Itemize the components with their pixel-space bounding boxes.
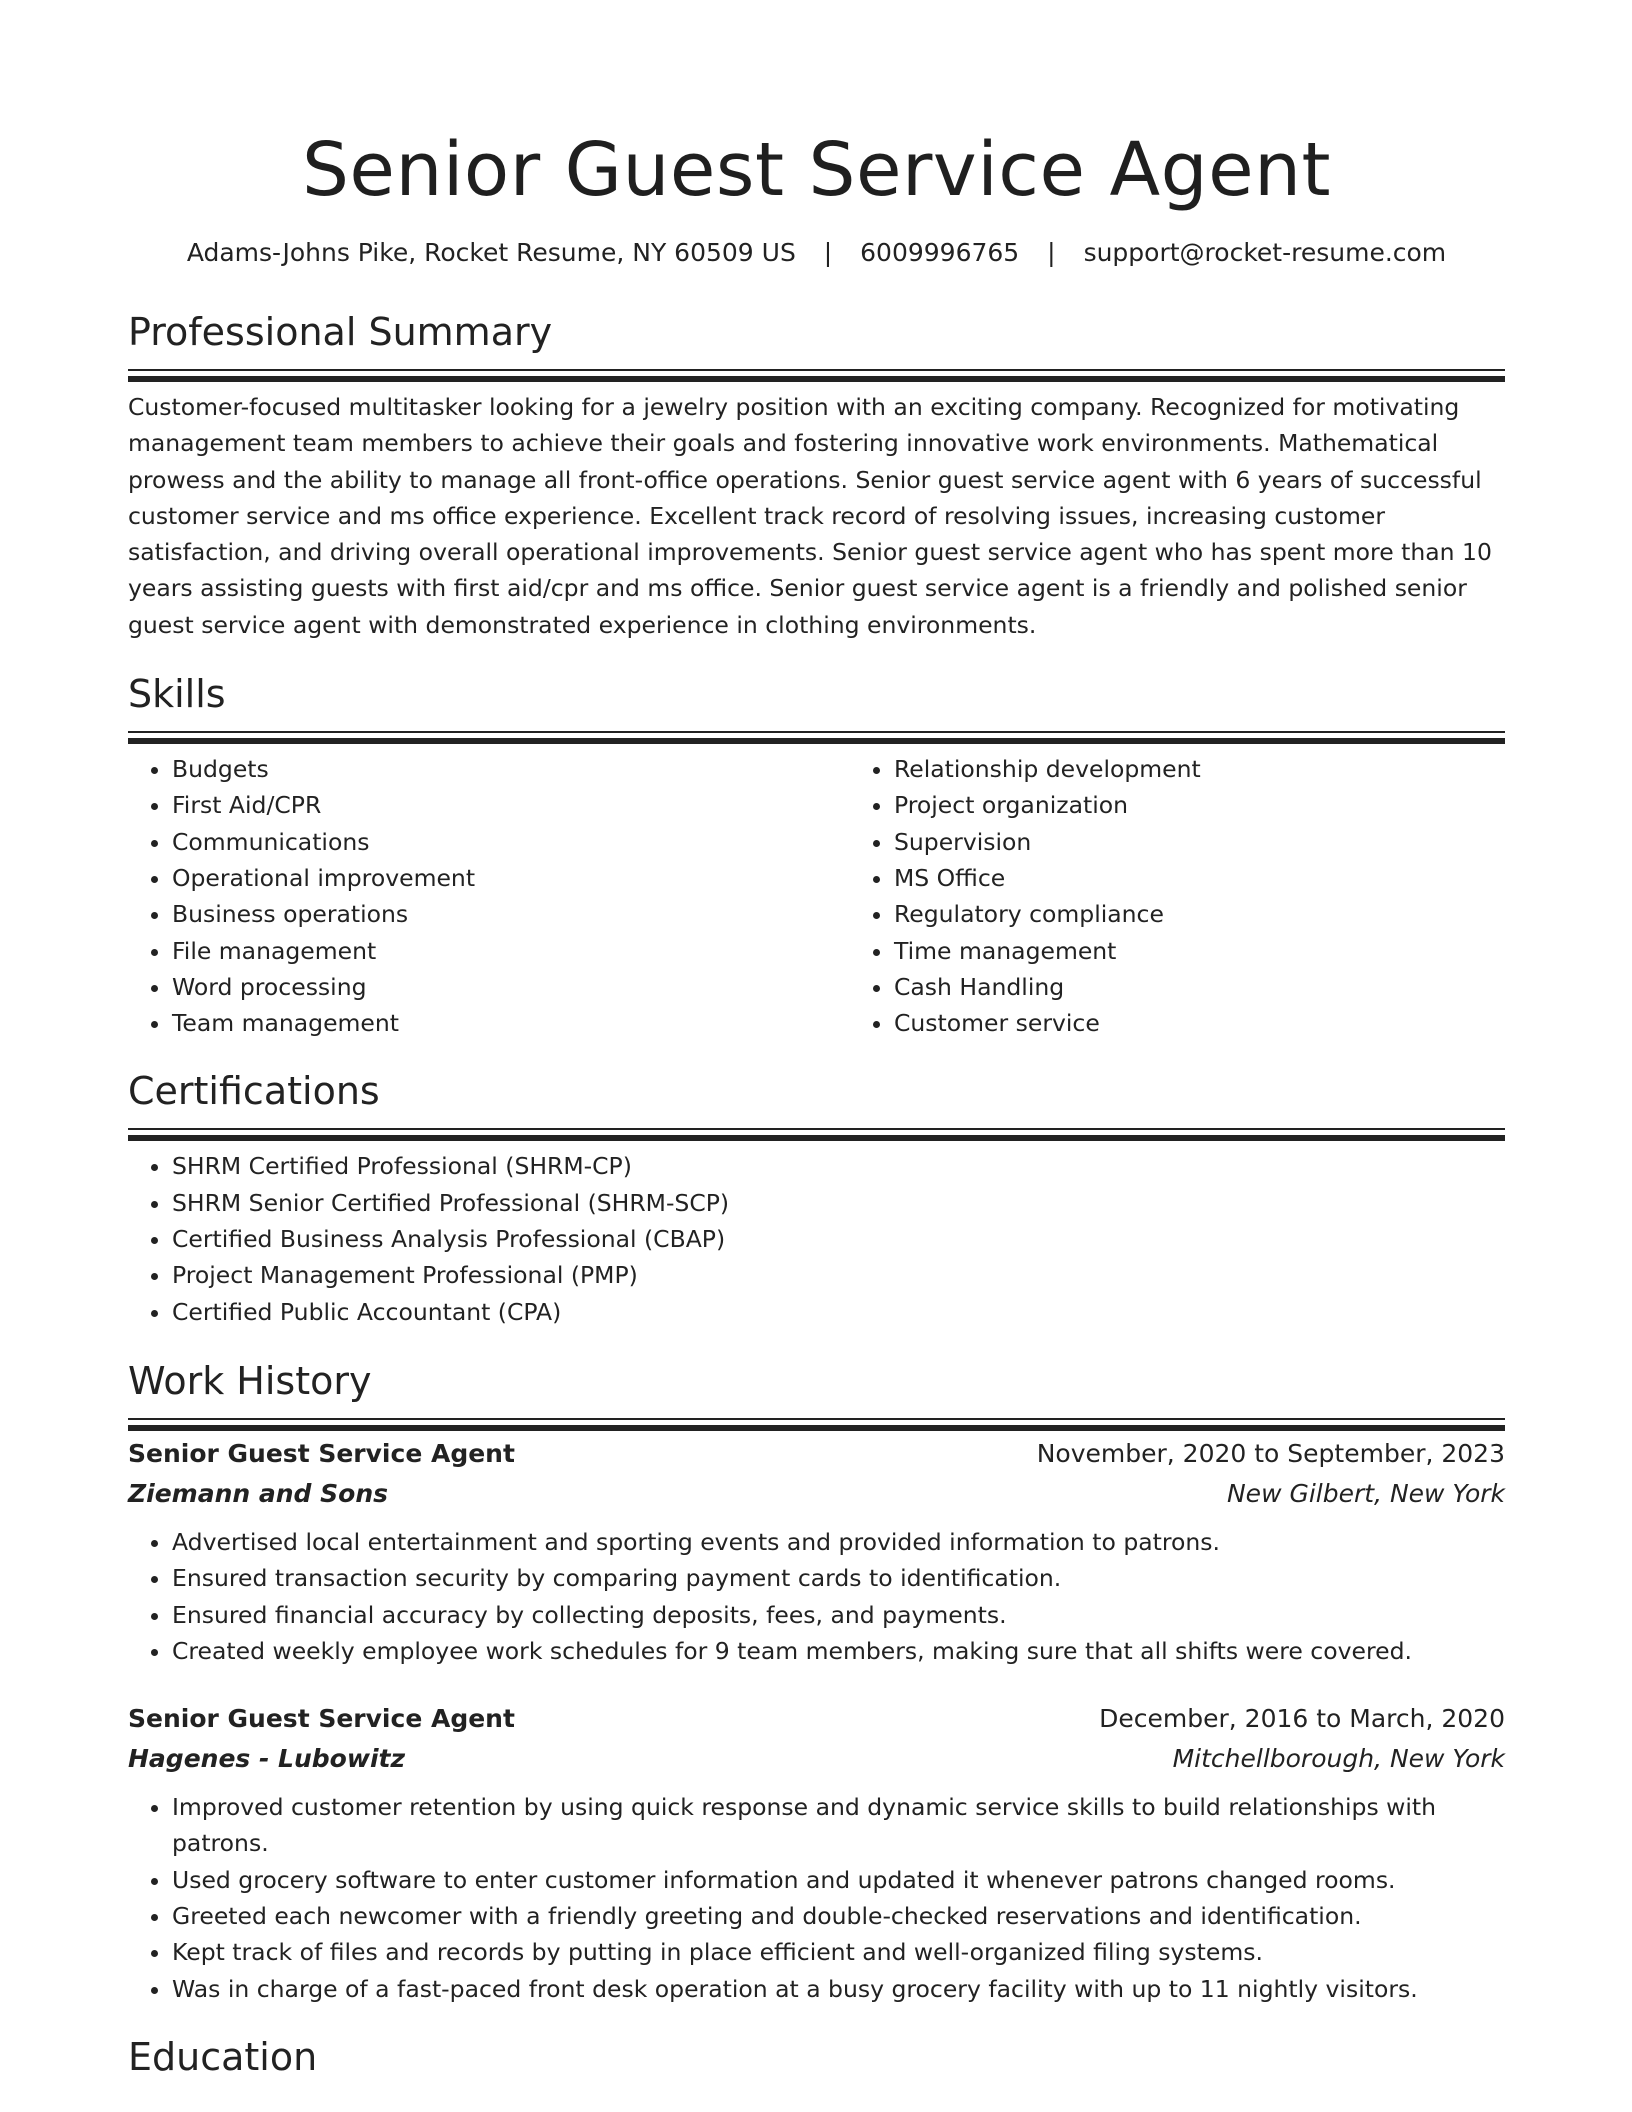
work-history-heading: Work History: [128, 1358, 372, 1403]
skill-item: • First Aid/CPR: [172, 787, 850, 823]
skill-item: • Word processing: [172, 969, 850, 1005]
skill-item: • Customer service: [894, 1005, 1572, 1041]
job-bullet: • Used grocery software to enter customer information and updated it whenever patrons changed rooms.: [172, 1862, 1505, 1898]
job-bullet: • Was in charge of a fast-paced front desk operation at a busy grocery facility with up to 11 nightly visitors.: [172, 1971, 1505, 2007]
contact-line: [128, 236, 1505, 270]
skills-list-right: [850, 751, 1572, 1041]
job-title: Senior Guest Service Agent: [128, 1438, 515, 1468]
job-dates: December, 2016 to March, 2020: [1099, 1704, 1505, 1734]
skill-item: • Operational improvement: [172, 860, 850, 896]
certification-item: • Project Management Professional (PMP): [172, 1257, 1505, 1293]
work-history-section: [128, 1357, 1505, 2007]
certifications-heading: Certifications: [128, 1069, 380, 1114]
job-bullets: [128, 1524, 1505, 1669]
skill-item: • Cash Handling: [894, 969, 1572, 1005]
skill-item: • Business operations: [172, 896, 850, 932]
job-location: New Gilbert, New York: [1226, 1478, 1505, 1508]
certification-item: • Certified Business Analysis Professional (CBAP): [172, 1221, 1505, 1257]
summary-section: [128, 308, 1505, 643]
job-company: Ziemann and Sons: [128, 1478, 388, 1508]
job-bullet: • Greeted each newcomer with a friendly greeting and double-checked reservations and identification.: [172, 1898, 1505, 1934]
job-bullet: • Ensured financial accuracy by collecting deposits, fees, and payments.: [172, 1597, 1505, 1633]
skill-item: • Regulatory compliance: [894, 896, 1572, 932]
contact-address: Adams-Johns Pike, Rocket Resume, NY 60509 US: [186, 238, 796, 267]
certification-item: • Certified Public Accountant (CPA): [172, 1294, 1505, 1330]
skills-grid: [128, 751, 1505, 1041]
skills-list-left: [128, 751, 850, 1041]
job-bullet: • Created weekly employee work schedules for 9 team members, making sure that all shifts were covered.: [172, 1633, 1505, 1669]
job-bullet: • Kept track of files and records by putting in place efficient and well-organized filing systems.: [172, 1934, 1505, 1970]
section-divider: [128, 1418, 1505, 1420]
skill-item: • Team management: [172, 1005, 850, 1041]
skills-heading: Skills: [128, 672, 226, 717]
resume-page: [128, 0, 1505, 2081]
skill-item: • Relationship development: [894, 751, 1572, 787]
certification-item: • SHRM Certified Professional (SHRM-CP): [172, 1148, 1505, 1184]
job-subheader-row: [128, 1739, 1505, 1779]
job-bullet: • Advertised local entertainment and sporting events and provided information to patrons.: [172, 1524, 1505, 1560]
section-divider: [128, 731, 1505, 733]
job-header-row: [128, 1699, 1505, 1739]
skill-item: • Communications: [172, 824, 850, 860]
job-company: Hagenes - Lubowitz: [128, 1744, 406, 1774]
job-location: Mitchellborough, New York: [1172, 1744, 1505, 1774]
skill-item: • Budgets: [172, 751, 850, 787]
skill-item: • Supervision: [894, 824, 1572, 860]
section-divider: [128, 1128, 1505, 1130]
contact-email: support@rocket-resume.com: [1083, 238, 1447, 267]
job-header-row: [128, 1434, 1505, 1474]
job-bullets: [128, 1789, 1505, 2007]
job-bullet: • Improved customer retention by using quick response and dynamic service skills to build relationships with patrons.: [172, 1789, 1505, 1862]
job-dates: November, 2020 to September, 2023: [1036, 1438, 1505, 1468]
contact-separator: |: [823, 238, 833, 267]
skill-item: • Time management: [894, 933, 1572, 969]
education-heading: Education: [128, 2034, 318, 2079]
skill-item: • Project organization: [894, 787, 1572, 823]
skills-section: [128, 670, 1505, 1041]
summary-text: Customer-focused multitasker looking for a jewelry position with an exciting company. Recognized for motivating management team members to achieve their goals and fostering innovative work environments. Mathematical prowess and the ability to manage all front-office operations. Senior guest service agent with 6 years of successful customer service and ms office experience. Excellent track record of resolving issues, increasing customer satisfaction, and driving overall operational improvements. Senior guest service agent who has spent more than 10 years assisting guests with first aid/cpr and ms office. Senior guest service agent is a friendly and polished senior guest service agent with demonstrated experience in clothing environments.: [128, 393, 1492, 639]
resume-title: Senior Guest Service Agent: [301, 127, 1332, 213]
summary-heading: Professional Summary: [128, 310, 553, 354]
skill-item: • File management: [172, 933, 850, 969]
certifications-section: [128, 1067, 1505, 1329]
section-divider: [128, 369, 1505, 371]
contact-separator: |: [1047, 238, 1056, 267]
certification-item: • SHRM Senior Certified Professional (SHRM-SCP): [172, 1185, 1505, 1221]
job-title: Senior Guest Service Agent: [128, 1704, 515, 1734]
job-entry: [128, 1699, 1505, 2007]
job-bullet: • Ensured transaction security by comparing payment cards to identification.: [172, 1560, 1505, 1596]
job-subheader-row: [128, 1474, 1505, 1514]
education-section: [128, 2033, 1505, 2081]
job-entry: [128, 1434, 1505, 1669]
skill-item: • MS Office: [894, 860, 1572, 896]
contact-phone: 6009996765: [860, 238, 1020, 267]
certifications-list: [128, 1148, 1505, 1329]
